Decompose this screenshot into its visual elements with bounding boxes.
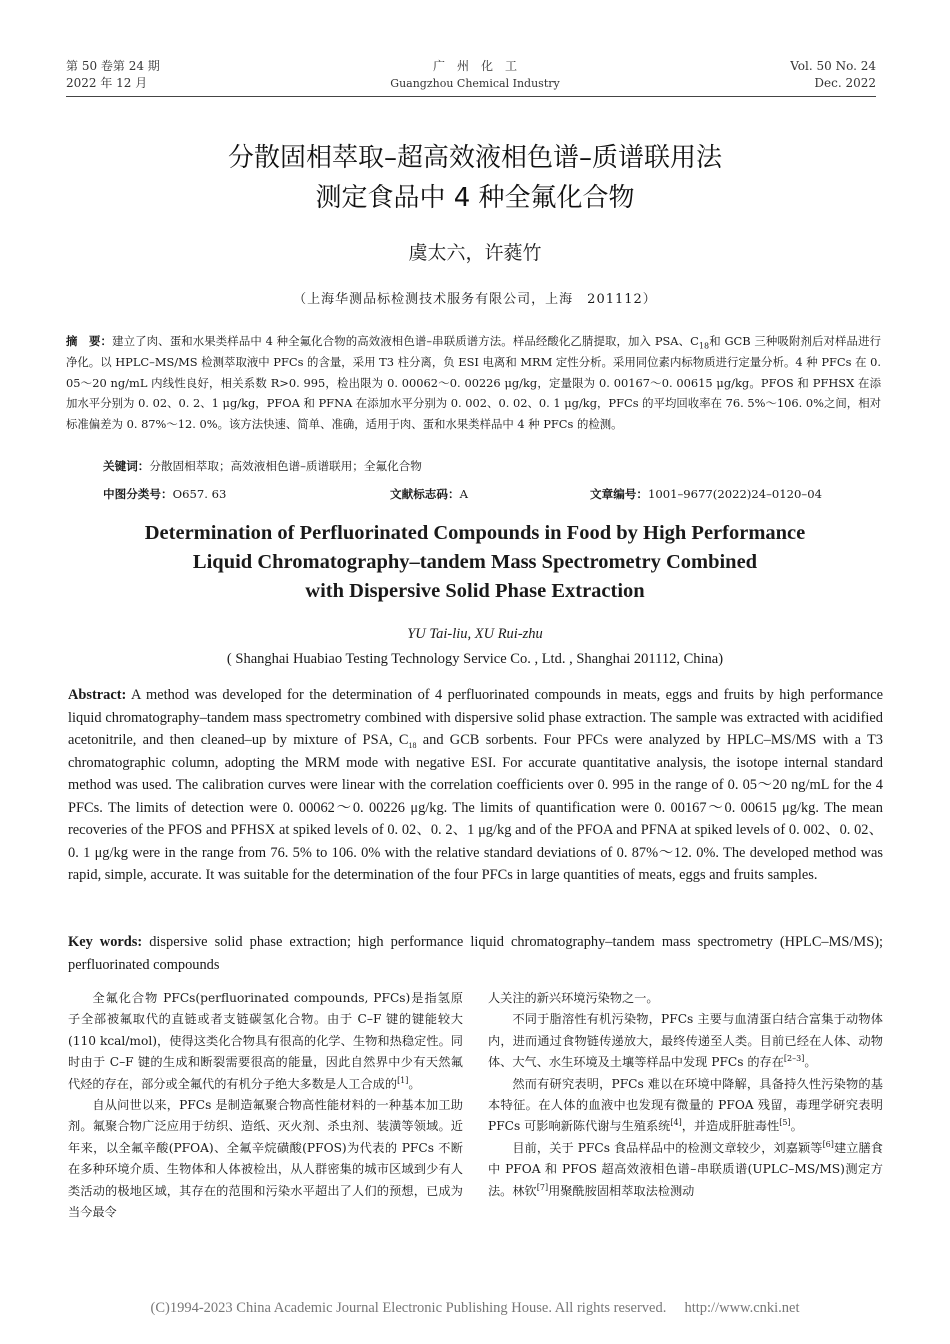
affiliation-cn: （上海华测品标检测技术服务有限公司，上海 201112） bbox=[293, 292, 657, 307]
body-paragraph: 人关注的新兴环境污染物之一。 bbox=[488, 991, 659, 1005]
article-number bbox=[590, 484, 822, 504]
document-code-value: A bbox=[459, 487, 468, 501]
citation[interactable]: [4] bbox=[670, 1118, 682, 1128]
keywords-en bbox=[68, 931, 883, 976]
journal-name-cn: 广州化工 bbox=[432, 59, 529, 73]
citation[interactable]: [2–3] bbox=[783, 1054, 805, 1064]
issue-volume-en: Vol. 50 No. 24 bbox=[790, 59, 876, 73]
title-en-line2: Liquid Chromatography–tandem Mass Spectrometry Combined bbox=[192, 551, 758, 573]
clc-label: 中图分类号： bbox=[103, 487, 173, 501]
keywords-cn bbox=[103, 456, 883, 476]
body-paragraph bbox=[488, 1009, 883, 1073]
body-text: 然而有研究表明，PFCs 难以在环境中降解，具备持久性污染物的基本特征。在人体的血液中也发现有微量的 PFOA 残留，毒理学研究表明 PFCs 可影响新陈代谢与生殖系统 bbox=[488, 1076, 883, 1134]
copyright-footer: (C)1994-2023 China Academic Journal Electronic Publishing House. All rights reserved. http://www.cnki.net bbox=[150, 1300, 800, 1316]
body-text: 。 bbox=[804, 1055, 817, 1070]
title-cn-line2: 测定食品中 4 种全氟化合物 bbox=[315, 183, 635, 213]
issue-date-en: Dec. 2022 bbox=[814, 76, 876, 90]
issue-volume-cn: 第 50 卷第 24 期 bbox=[66, 59, 160, 73]
title-cn bbox=[0, 138, 950, 218]
abstract-en-label: Abstract: bbox=[68, 687, 127, 703]
body-text: ，并造成肝脏毒性 bbox=[681, 1119, 780, 1134]
abstract-cn-label: 摘 要： bbox=[66, 334, 113, 348]
clc-number bbox=[103, 484, 226, 504]
abstract-en-text-b: and GCB sorbents. Four PFCs were analyzed by HPLC–MS/MS with a T3 chromatographic column, adopting the MRM mode with negative ESI. For accurate quantitative analysis, the isotope internal standard method was used. The calibration curves were linear with the correlation coefficients over 0. 995 in the range of 0. 05～20 ng/mL for the 4 PFCs. The limits of detection were 0. 00062～0. 00226 μg/kg. The limits of quantification were 0. 00167～0. 00615 μg/kg. The mean recoveries of the PFOS and PFHSX at spiked levels of 0. 02、0. 2、1 μg/kg and of the PFOA and PFNA at spiked levels of 0. 002、0. 02、0. 1 μg/kg were in the range from 76. 5% to 106. 0% with the relative standard deviations of 0. 87%～12. 0%. The developed method was rapid, simple, accurate. It was suitable for the determination of the four PFCs in large quantities of meats, eggs and fruits samples. bbox=[68, 732, 883, 883]
title-cn-line1: 分散固相萃取–超高效液相色谱–质谱联用法 bbox=[227, 143, 722, 173]
body-text: 不同于脂溶性有机污染物，PFCs 主要与血清蛋白结合富集于动物体内，进而通过食物链传递放大，最终传递至人类。目前已经在人体、动物体、大气、水生环境及土壤等样品中发现 PFCs 的存在 bbox=[488, 1012, 883, 1070]
article-number-label: 文章编号： bbox=[590, 487, 648, 501]
body-text: 用聚酰胺固相萃取法检测动 bbox=[548, 1183, 695, 1198]
abstract-cn-text-b: 和 GCB 三种吸附剂后对样品进行净化。以 HPLC–MS/MS 检测萃取液中 PFCs 的含量，采用 T3 柱分离，负 ESI 电离和 MRM 定性分析。采用同位素内标物质进行定量分析。4 种 PFCs 在 0. 05～20 ng/mL 内线性良好，相关系数 R>0. 995，检出限为 0. 00062～0. 00226 μg/kg，定量限为 0. 00167～0. 00615 μg/kg。PFOS 和 PFHSX 在添加水平分别为 0. 02、0. 2、1 μg/kg，PFOA 和 PFNA 在添加水平分别为 0. 002、0. 02、0. 1 μg/kg，PFCs 的平均回收率在 76. 5%～106. 0%之间，相对标准偏差为 0. 87%～12. 0%。该方法快速、简单、准确，适用于肉、蛋和水果类样品中 4 种 PFCs 的检测。 bbox=[66, 334, 881, 432]
document-code-label: 文献标志码： bbox=[390, 487, 460, 501]
body-text: 建立膳食中 PFOA 和 PFOS 超高效液相色谱–串联质谱(UPLC–MS/MS)测定方法。林钦 bbox=[488, 1140, 883, 1198]
citation[interactable]: [5] bbox=[779, 1118, 791, 1128]
keywords-en-label: Key words: bbox=[68, 934, 143, 950]
body-text: 全氟化合物 PFCs(perfluorinated compounds, PFCs)是指氢原子全部被氟取代的直链或者支链碳氢化合物。由于 C–F 键的键能较大(110 kcal/mol)，使得这类化合物具有很高的化学、生物和热稳定性。同时由于 C–F 键的生成和断裂需要很高的能量，因此自然界中少有天然氟代烃的存在，部分或全氟代的有机分子绝大多数是人工合成的 bbox=[68, 991, 463, 1091]
body-column-right bbox=[488, 988, 883, 1202]
title-en bbox=[0, 519, 950, 606]
header-rule bbox=[66, 96, 876, 97]
body-text: 目前，关于 PFCs 食品样品中的检测文章较少，刘嘉颖等 bbox=[512, 1140, 823, 1155]
keywords-cn-text: 分散固相萃取；高效液相色谱–质谱联用；全氟化合物 bbox=[149, 459, 422, 473]
keywords-en-text: dispersive solid phase extraction; high performance liquid chromatography–tandem mass spectrometry (HPLC–MS/MS); perfluorinated compounds bbox=[68, 934, 883, 973]
citation[interactable]: [6] bbox=[822, 1139, 834, 1149]
abstract-cn-text-a: 建立了肉、蛋和水果类样品中 4 种全氟化合物的高效液相色谱–串联质谱方法。样品经酸化乙腈提取，加入 PSA、C bbox=[112, 334, 699, 348]
body-paragraph: 自从问世以来，PFCs 是制造氟聚合物高性能材料的一种基本加工助剂。氟聚合物广泛应用于纺织、造纸、灭火剂、杀虫剂、装潢等领域。近年来，以全氟辛酸(PFOA)、全氟辛烷磺酸(PFOS)为代表的 PFCs 不断在多种环境介质、生物体和人体被检出，从人群密集的城市区域到少有人类活动的极地区域，其存在的范围和污染水平超出了人们的预想，已成为当今最令 bbox=[68, 1098, 463, 1220]
body-column-left bbox=[68, 988, 463, 1223]
clc-value: O657. 63 bbox=[172, 487, 227, 501]
abstract-en-subscript: 18 bbox=[408, 740, 417, 750]
abstract-en-text-a: A method was developed for the determination of 4 perfluorinated compounds in meats, eggs and fruits by high performance liquid chromatography–tandem mass spectrometry combined with dispersive solid phase extraction. The sample was extracted with acidified acetonitrile, and then cleaned–up by mixture of PSA, C bbox=[68, 687, 883, 748]
abstract-cn bbox=[66, 331, 881, 435]
authors-en: YU Tai-liu, XU Rui-zhu bbox=[407, 626, 543, 642]
abstract-en bbox=[68, 684, 883, 887]
keywords-cn-label: 关键词： bbox=[103, 459, 150, 473]
body-paragraph bbox=[488, 1138, 883, 1202]
body-paragraph bbox=[68, 988, 463, 1095]
journal-issue-en bbox=[790, 58, 876, 92]
article-number-value: 1001–9677(2022)24–0120–04 bbox=[647, 487, 822, 501]
authors-cn: 虞太六，许蕤竹 bbox=[408, 242, 542, 264]
title-en-line1: Determination of Perfluorinated Compounds in Food by High Performance bbox=[144, 522, 806, 544]
title-en-line3: with Dispersive Solid Phase Extraction bbox=[305, 580, 645, 602]
issue-date-cn: 2022 年 12 月 bbox=[66, 76, 148, 90]
citation[interactable]: [1] bbox=[397, 1075, 409, 1085]
body-text: 。 bbox=[408, 1076, 421, 1091]
body-text: 。 bbox=[790, 1119, 803, 1134]
abstract-cn-subscript: 18 bbox=[698, 341, 710, 351]
body-paragraph bbox=[488, 1074, 883, 1138]
citation[interactable]: [7] bbox=[536, 1182, 549, 1192]
journal-name-en: Guangzhou Chemical Industry bbox=[390, 77, 560, 90]
document-code bbox=[390, 484, 468, 504]
affiliation-en: ( Shanghai Huabiao Testing Technology Service Co. , Ltd. , Shanghai 201112, China) bbox=[226, 651, 724, 667]
